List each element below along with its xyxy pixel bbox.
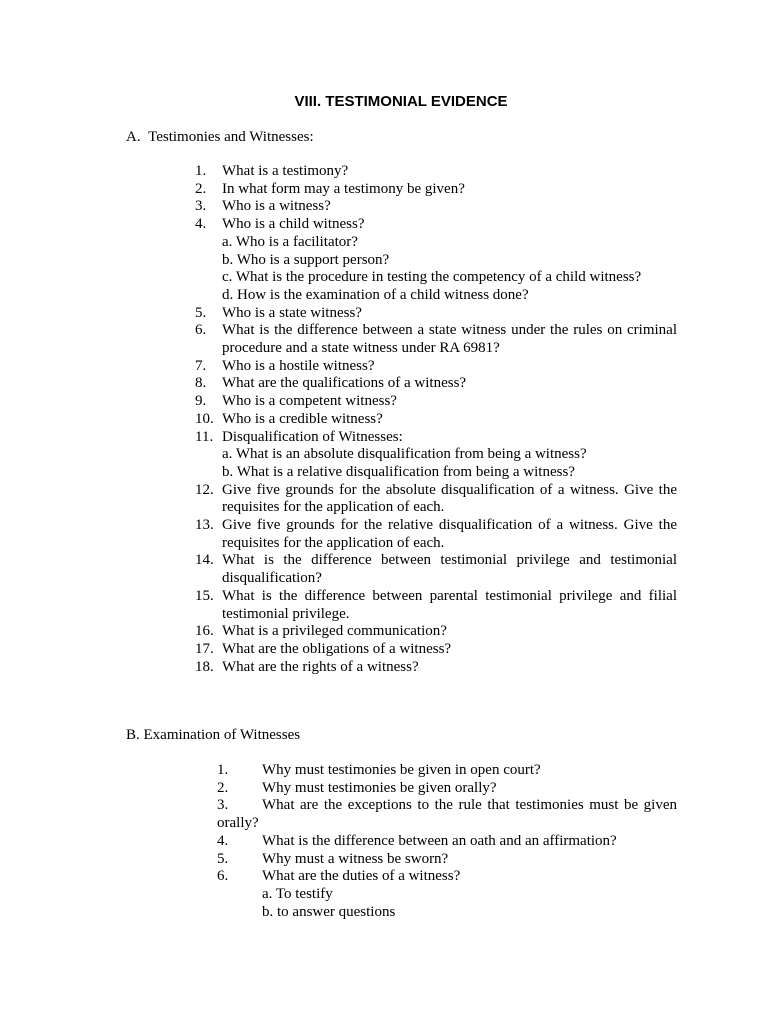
question-number: 8. [195,375,207,392]
question-number: 4. [195,216,207,233]
question-number: 17. [195,640,214,657]
question-item [217,833,677,851]
question-item [195,216,677,305]
question-item [195,393,677,411]
question-text: Who is a child witness? [222,216,365,233]
sub-question: a. Who is a facilitator? [222,233,358,250]
question-item [195,163,677,181]
question-text: What are the rights of a witness? [222,658,419,675]
question-text: Who is a hostile witness? [222,357,375,374]
question-item [195,659,677,677]
question-text: Who is a competent witness? [222,393,397,410]
sub-question: b. Who is a support person? [222,251,390,268]
document-title: VIII. TESTIMONIAL EVIDENCE [294,93,508,110]
question-text: Why must a witness be sworn? [262,850,449,867]
question-number: 3. [217,797,229,814]
question-number: 13. [195,517,214,534]
question-text: What is a privileged communication? [222,623,447,640]
question-number: 3. [195,198,207,215]
question-item [195,623,677,641]
question-number: 10. [195,410,214,427]
question-text: Who is a witness? [222,198,331,215]
question-text: Give five grounds for the absolute disqualification of a witness. Give the requisites for the application of each. [222,481,677,516]
question-item [195,322,677,357]
sub-question: b. to answer questions [262,903,396,920]
section-a-question-list [195,163,677,676]
section-b-heading: B. Examination of Witnesses [126,727,301,743]
question-number: 2. [195,180,207,197]
question-item [195,305,677,323]
question-text: Disqualification of Witnesses: [222,428,403,445]
question-text: What is the difference between parental testimonial privilege and filial testimonial privilege. [222,587,677,622]
question-number: 4. [217,832,229,849]
question-number: 11. [195,428,214,445]
question-number: 1. [195,163,207,179]
question-item [195,482,677,517]
question-number: 1. [217,762,229,778]
question-text: What are the qualifications of a witness? [222,375,467,392]
question-item [195,588,677,623]
question-item [195,181,677,199]
question-item [217,762,677,780]
sub-question: a. To testify [262,885,333,902]
question-text: Why must testimonies be given orally? [262,779,497,796]
question-text: What are the exceptions to the rule that testimonies must be given orally? [217,797,677,832]
question-item [195,552,677,587]
question-item [195,411,677,429]
question-item [217,851,677,869]
question-number: 6. [195,322,207,339]
question-item [195,375,677,393]
sub-question: b. What is a relative disqualification from being a witness? [222,463,575,480]
question-number: 16. [195,623,214,640]
question-text: Who is a state witness? [222,304,362,321]
question-text: What is the difference between a state witness under the rules on criminal procedure and a state witness under RA 6981? [222,322,677,357]
question-text: What is a testimony? [222,163,349,179]
question-text: Who is a credible witness? [222,410,383,427]
question-number: 14. [195,552,214,569]
question-text: Give five grounds for the relative disqualification of a witness. Give the requisites for the application of each. [222,517,677,551]
question-text: What are the duties of a witness? [262,868,461,885]
section-a-heading: A. Testimonies and Witnesses: [126,129,314,145]
question-text: What is the difference between an oath and an affirmation? [262,832,617,849]
question-number: 15. [195,587,214,604]
question-text: Why must testimonies be given in open court? [262,762,541,778]
question-text: What is the difference between testimonial privilege and testimonial disqualification? [222,552,677,587]
question-item [217,868,677,921]
question-item [195,517,677,552]
question-item [195,429,677,482]
question-number: 18. [195,658,214,675]
question-number: 5. [217,850,229,867]
question-item [195,358,677,376]
question-number: 9. [195,393,207,410]
sub-question: c. What is the procedure in testing the competency of a child witness? [222,269,642,286]
sub-question: a. What is an absolute disqualification from being a witness? [222,446,587,463]
question-number: 5. [195,304,207,321]
section-b-question-list [217,762,677,921]
question-number: 2. [217,779,229,796]
question-item [217,797,677,832]
question-item [195,641,677,659]
question-text: What are the obligations of a witness? [222,640,452,657]
question-item [195,198,677,216]
question-number: 6. [217,868,229,885]
sub-question: d. How is the examination of a child witness done? [222,286,529,303]
question-text: In what form may a testimony be given? [222,180,465,197]
question-number: 7. [195,357,207,374]
question-number: 12. [195,481,214,498]
question-item [217,780,677,798]
